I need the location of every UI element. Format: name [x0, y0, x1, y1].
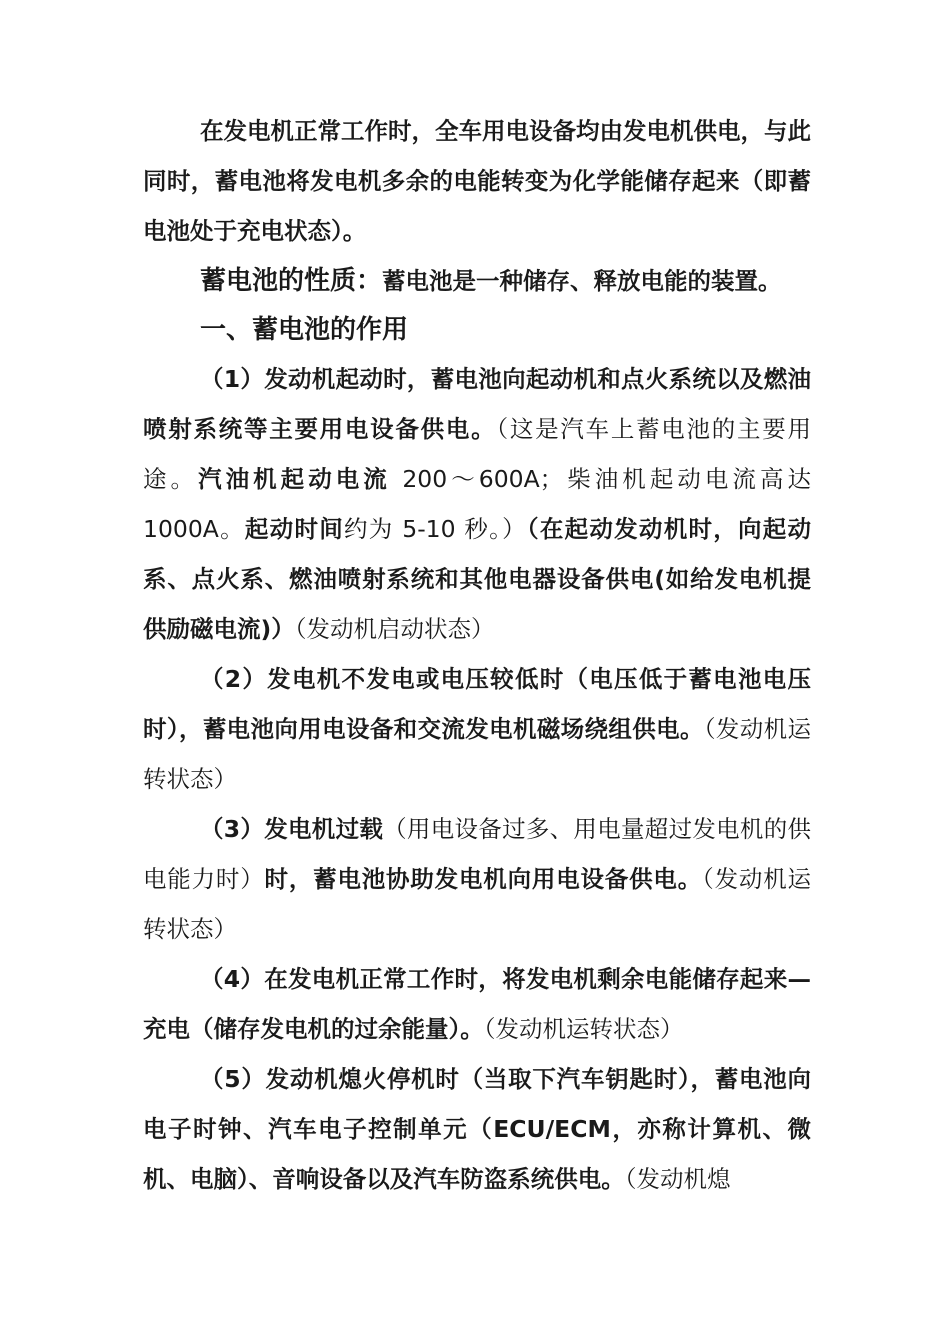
item-5-paragraph	[143, 1054, 811, 1204]
item-3-state: （发动机运转状态）	[143, 865, 812, 943]
item-2-main: （2）发电机不发电或电压较低时（电压低于蓄电池电压时），蓄电池向用电设备和交流发电机磁场绕组供电。	[143, 665, 811, 743]
item-1-main: （1）发动机起动时，蓄电池向起动机和点火系统以及燃油喷射系统等主要用电设备供电。	[143, 365, 811, 443]
intro-paragraph: 在发电机正常工作时，全车用电设备均由发电机供电，与此同时，蓄电池将发电机多余的电能转变为化学能储存起来（即蓄电池处于充电状态）。	[143, 117, 811, 245]
item-3-action: 时，蓄电池协助发电机向用电设备供电。	[264, 865, 703, 893]
section-heading-row	[143, 306, 811, 354]
item-4-state: （发动机运转状态）	[483, 1015, 684, 1043]
item-1-paragraph	[143, 354, 811, 654]
nature-paragraph	[143, 256, 811, 306]
item-4-main: （4）在发电机正常工作时，将发电机剩余电能储存起来—充电（储存发电机的过余能量）。	[143, 965, 811, 1043]
item-2-state: （发动机运转状态）	[143, 715, 812, 793]
item-5-state: （发动机熄	[624, 1165, 731, 1193]
nature-title: 蓄电池的性质：	[200, 266, 383, 296]
item-1-state: （发动机启动状态）	[294, 615, 495, 643]
section-heading: 一、蓄电池的作用	[200, 315, 409, 345]
item-1-detail: （在起动发动机时，向起动系、点火系、燃油喷射系统和其他电器设备供电(如给发电机提供励磁电流)）	[143, 515, 812, 643]
item-3-paragraph	[143, 804, 811, 954]
item-3-main: （3）发电机过载	[200, 815, 384, 843]
item-3-note: （用电设备过多、用电量超过发电机的供电能力时）	[143, 815, 811, 893]
item-1-note: （这是汽车上蓄电池的主要用途。	[143, 415, 812, 493]
document-body	[143, 106, 811, 1204]
item-1-time-value: 约为 5-10 秒。）	[343, 515, 527, 543]
item-1-current-values: 200～600A；柴油机起动电流高达 1000A。	[143, 465, 812, 543]
item-2-paragraph	[143, 654, 811, 804]
item-1-gas-current-label: 汽油机起动电流	[198, 465, 391, 493]
item-4-paragraph	[143, 954, 811, 1054]
item-1-time-label: 起动时间	[244, 515, 344, 543]
nature-text: 蓄电池是一种储存、释放电能的装置。	[382, 267, 782, 295]
item-5-main: （5）发动机熄火停机时（当取下汽车钥匙时），蓄电池向电子时钟、汽车电子控制单元（ECU/ECM，亦称计算机、微机、电脑）、音响设备以及汽车防盗系统供电。	[143, 1065, 811, 1193]
